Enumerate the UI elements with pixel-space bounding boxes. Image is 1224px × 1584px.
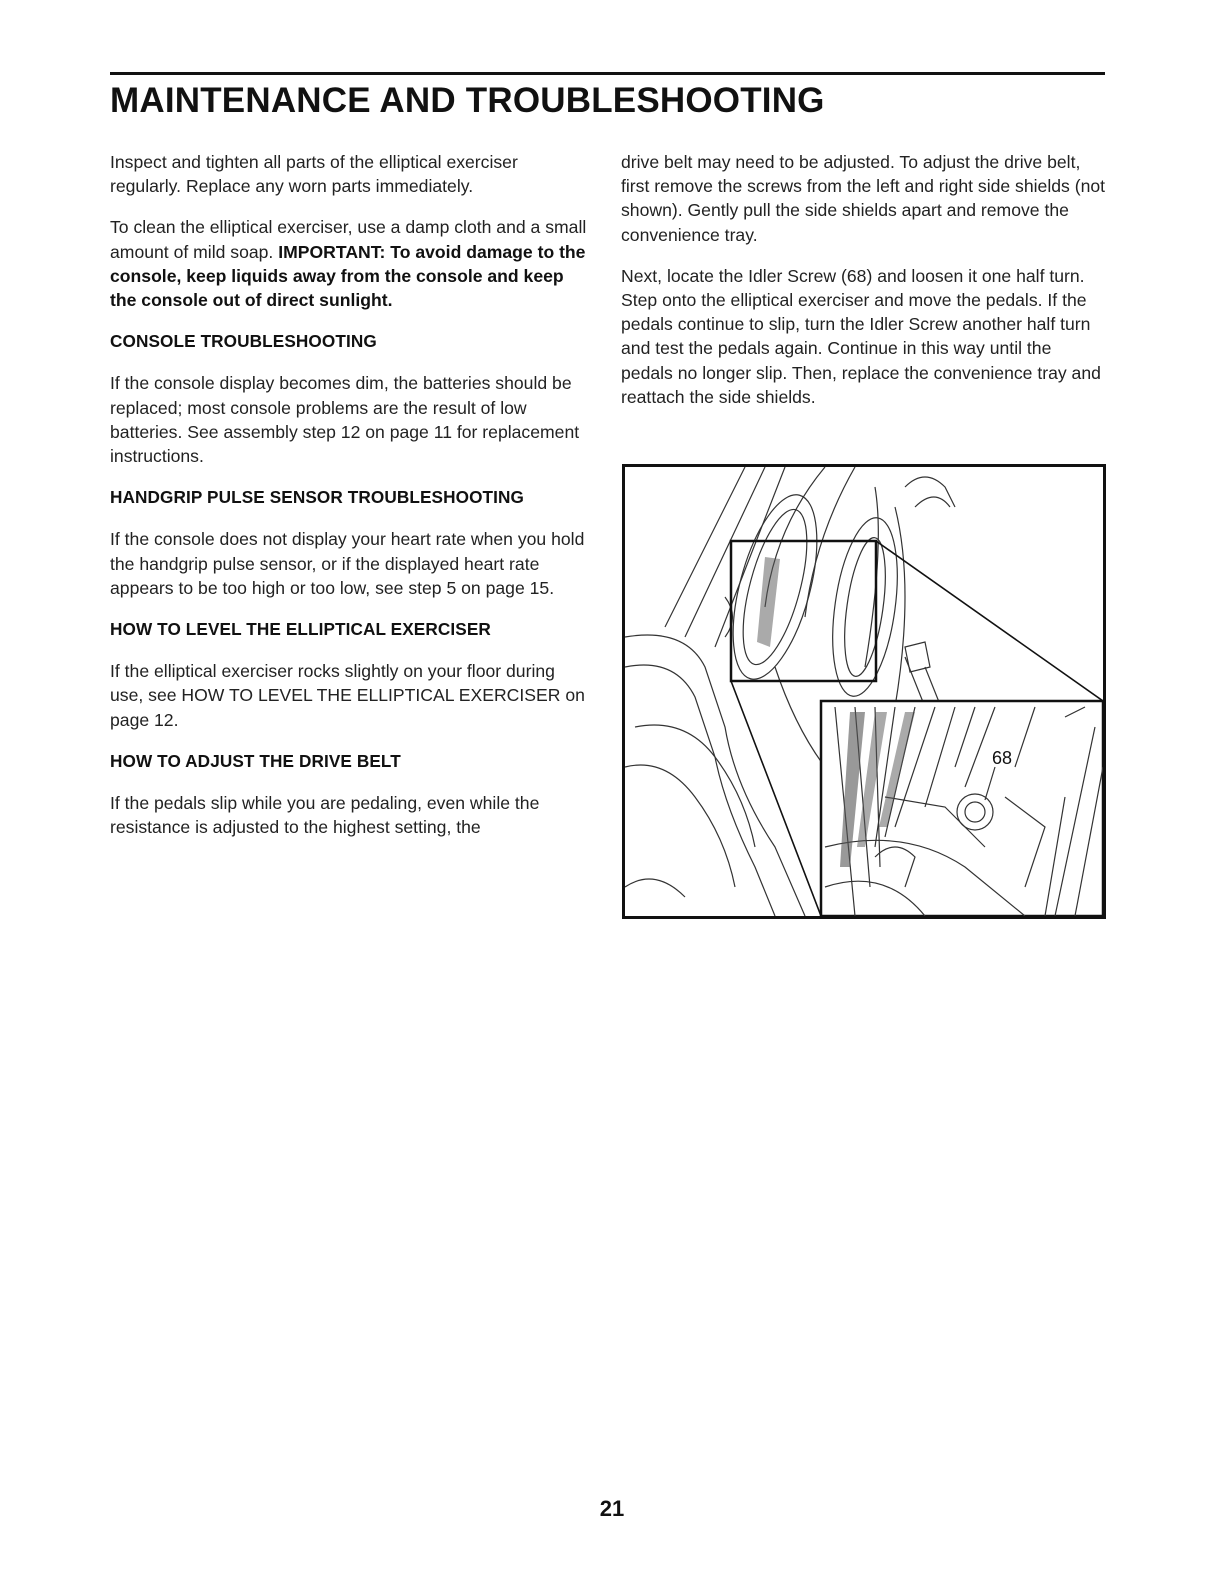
heading-pulse-sensor: HANDGRIP PULSE SENSOR TROUBLESHOOTING <box>110 487 525 508</box>
detail-source-box <box>731 541 876 681</box>
level-paragraph: If the elliptical exerciser rocks slightly on your floor during use, see HOW TO LEVEL THE ELLIPTICAL EXERCISER on page 12. <box>110 661 585 730</box>
cleaning-text: To clean the elliptical exerciser, use a damp cloth and a small amount of mild soap. <box>110 217 587 262</box>
right-column <box>621 150 1107 426</box>
drive-belt-paragraph: If the pedals slip while you are pedaling, even while the resistance is adjusted to the highest setting, the <box>110 793 540 838</box>
page-title: MAINTENANCE AND TROUBLESHOOTING <box>110 81 825 120</box>
callout-line-bottom <box>731 681 821 916</box>
header-rule <box>110 72 1105 75</box>
idler-screw-callout: 68 <box>992 748 1013 768</box>
heading-console-troubleshooting: CONSOLE TROUBLESHOOTING <box>110 331 377 352</box>
page-number: 21 <box>599 1496 625 1521</box>
callout-line-top <box>876 541 1103 701</box>
cleaning-paragraph <box>110 215 592 312</box>
intro-paragraph: Inspect and tighten all parts of the elliptical exerciser regularly. Replace any worn parts immediately. <box>110 152 518 197</box>
idler-screw-paragraph: Next, locate the Idler Screw (68) and loosen it one half turn. Step onto the elliptical exerciser and move the pedals. If the pedals continue to slip, turn the Idler Screw another half turn and test the pedals again. Continue in this way until the pedals no longer slip. Then, replace the convenience tray and reattach the side shields. <box>621 265 1101 407</box>
left-column <box>110 150 592 856</box>
console-paragraph: If the console display becomes dim, the batteries should be replaced; most console problems are the result of low batteries. See assembly step 12 on page 11 for replacement instructions. <box>110 373 580 467</box>
heading-drive-belt: HOW TO ADJUST THE DRIVE BELT <box>110 750 401 771</box>
important-warning: IMPORTANT: To avoid damage to the console, keep liquids away from the console and keep the console out of direct sunlight. <box>110 241 586 311</box>
pulse-paragraph: If the console does not display your heart rate when you hold the handgrip pulse sensor, or if the displayed heart rate appears to be too high or too low, see step 5 on page 15. <box>110 529 585 598</box>
idler-screw-illustration <box>622 464 1106 919</box>
heading-level-exerciser: HOW TO LEVEL THE ELLIPTICAL EXERCISER <box>110 619 491 640</box>
drive-belt-continued-paragraph: drive belt may need to be adjusted. To adjust the drive belt, first remove the screws from the left and right side shields (not shown). Gently pull the side shields apart and remove the convenience tray. <box>621 152 1106 245</box>
illustration-drawing <box>625 467 1103 916</box>
